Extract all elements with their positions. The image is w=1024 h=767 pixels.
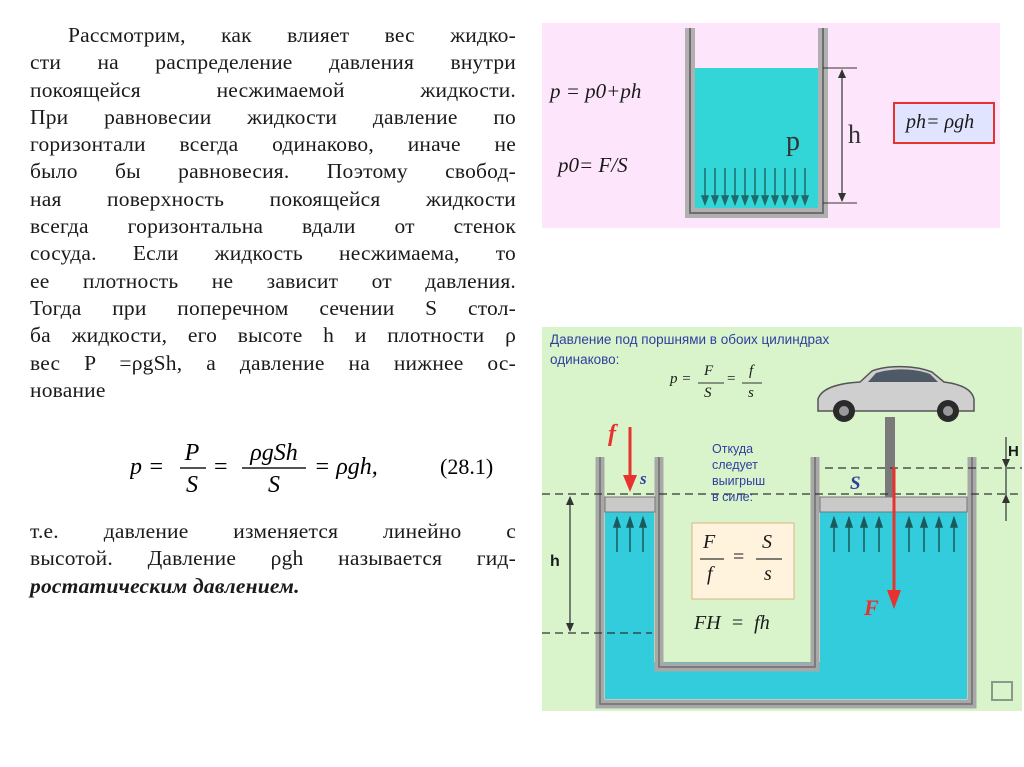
text-line: нование (30, 377, 106, 402)
small-force-label: f (608, 421, 616, 447)
text-line: всегда горизонтальна вдали от стенок (30, 214, 516, 239)
box-eq-equals: = (733, 546, 745, 568)
formula-frac2-den: S (268, 472, 280, 498)
text-line: При равновесии жидкости давление по (30, 104, 516, 129)
height-label: h (848, 120, 861, 149)
formula-rhs: = ρgh, (314, 454, 378, 480)
big-area-label: S (850, 473, 861, 494)
text-line: вес P =ρgSh, а давление на нижнее ос- (30, 350, 516, 375)
formula-lhs: p = (130, 454, 165, 480)
text-line: ростатическим давлением. (30, 573, 300, 598)
hydraulic-press-diagram (542, 327, 1022, 711)
text-line: высотой. Давление ρgh называется гид- (30, 546, 516, 571)
formula-eq2: = (214, 454, 228, 480)
formula-28-1 (130, 434, 520, 504)
text-line: Рассмотрим, как влияет вес жидко- (68, 23, 516, 47)
small-height-label: h (550, 553, 560, 570)
work-equation: FH = fh (694, 612, 770, 634)
conclusion (30, 518, 516, 600)
text-line: горизонтали всегда одинаково, иначе не (30, 132, 516, 157)
text-line: ная поверхность покоящейся жидкости (30, 186, 516, 211)
text-line: т.е. давление изменяется линейно с (30, 519, 516, 543)
text-line: было бы равновесия. Поэтому свобод- (30, 159, 516, 184)
vessel-diagram (542, 23, 1000, 228)
top-eq-F: F (704, 363, 714, 379)
text-line: покоящейся несжимаемой жидкости. (30, 77, 516, 102)
text-line: сосуда. Если жидкость несжимаема, то (30, 241, 516, 266)
box-eq-f: f (707, 563, 713, 585)
box-eq-s: s (764, 563, 772, 585)
formula-frac1-den: S (186, 472, 198, 498)
text-line: сти на распределение давления внутри (30, 50, 516, 75)
top-eq-S: S (704, 385, 712, 401)
middle-note-line: Откуда (712, 442, 754, 456)
middle-note-line: следует (712, 458, 758, 472)
top-eq-s: s (748, 385, 754, 401)
middle-note-line: в силе: (712, 490, 754, 504)
formula-number: (28.1) (440, 454, 494, 479)
car-icon (818, 367, 974, 422)
caption-line-1: Давление под поршнями в обоих цилиндрах (550, 332, 830, 347)
small-area-label: s (640, 469, 647, 488)
equation-p: p = p0+ph (550, 79, 642, 103)
big-force-label: F (864, 595, 879, 620)
text-line: Тогда при поперечном сечении S стол- (30, 295, 516, 320)
box-eq-S: S (762, 531, 772, 553)
paragraph (30, 22, 516, 404)
formula-frac1-num: P (184, 440, 200, 466)
hydrostatic-formula: ph= ρgh (906, 111, 975, 133)
pressure-label: p (786, 126, 800, 157)
middle-note-line: выигрыш (712, 474, 766, 488)
box-eq-F: F (703, 531, 716, 553)
caption-line-2: одинаково: (550, 352, 620, 367)
text-line: ба жидкости, его высоте h и плотности ρ (30, 323, 516, 348)
equation-p0: p0= F/S (558, 153, 628, 177)
middle-note (712, 441, 765, 505)
text-line: ее плотность не зависит от давления. (30, 268, 516, 293)
top-eq-equals: = (727, 371, 736, 387)
top-eq-f: f (749, 363, 754, 379)
top-eq-p: p = (670, 371, 692, 387)
big-height-label: H (1008, 443, 1019, 460)
formula-frac2-num: ρgSh (250, 440, 298, 466)
